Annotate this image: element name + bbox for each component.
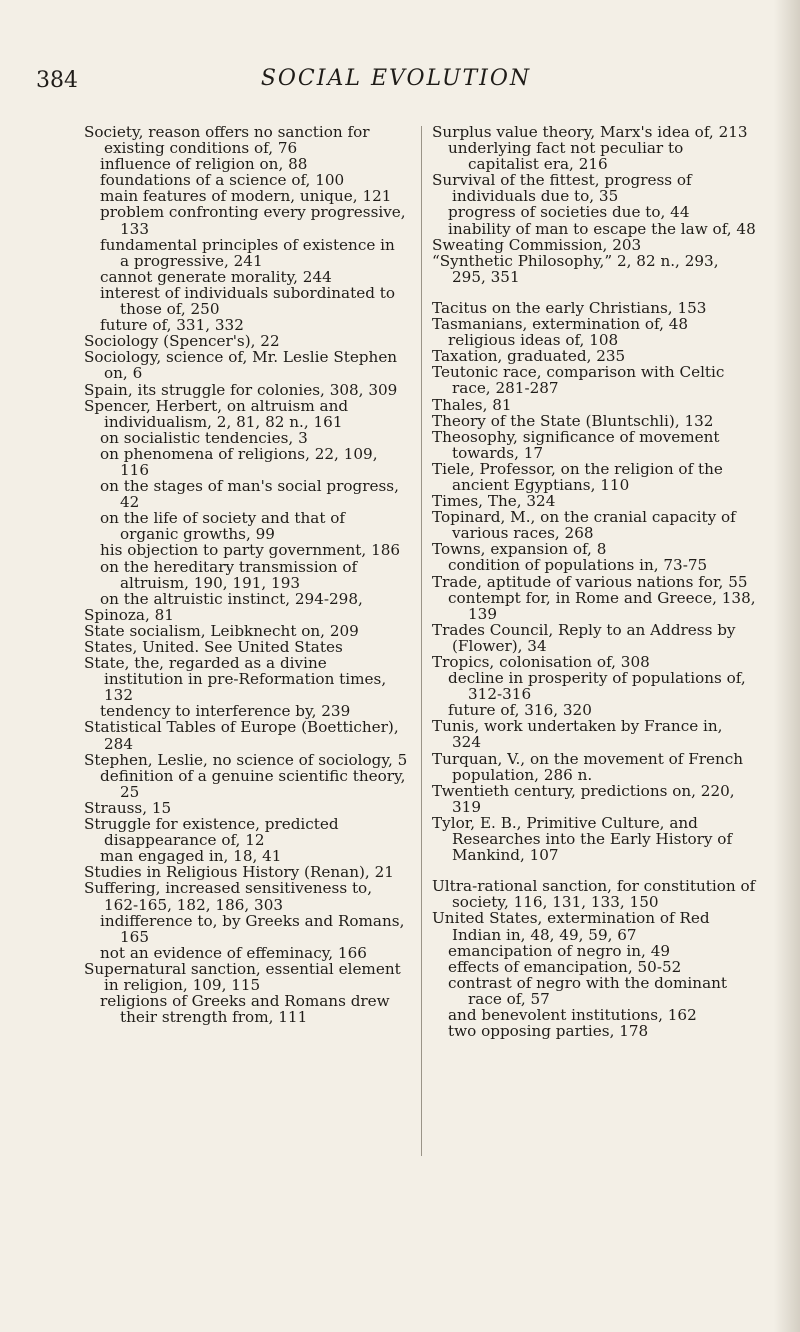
index-entry: Society, reason offers no sanction for existing conditions of, 76 xyxy=(84,123,370,158)
index-subentry: and benevolent institutions, 162 xyxy=(448,1005,697,1024)
index-entry: Supernatural sanction, essential element in religion, 109, 115 xyxy=(84,959,401,994)
page-number: 384 xyxy=(36,68,78,93)
index-entry: Trade, aptitude of various nations for, 55 xyxy=(432,572,748,591)
index-entry: State, the, regarded as a divine institution in pre-Reformation times, 132 xyxy=(84,654,387,705)
index-entry: Spinoza, 81 xyxy=(84,605,174,624)
index-subentry: emancipation of negro in, 49 xyxy=(448,941,671,960)
index-subentry: religious ideas of, 108 xyxy=(448,331,619,350)
index-subentry: problem confronting every progressive, 133 xyxy=(100,203,406,238)
index-entry: Spencer, Herbert, on altruism and individualism, 2, 81, 82 n., 161 xyxy=(84,396,349,431)
running-title: SOCIAL EVOLUTION xyxy=(260,66,532,91)
index-entry: Tiele, Professor, on the religion of the ancient Egyptians, 110 xyxy=(432,459,723,494)
index-entry: Towns, expansion of, 8 xyxy=(432,540,607,559)
index-entry: Sociology, science of, Mr. Leslie Stephen on, 6 xyxy=(84,348,398,383)
index-subentry: future of, 316, 320 xyxy=(448,701,592,720)
index-subentry: religions of Greeks and Romans drew their strength from, 111 xyxy=(100,992,390,1027)
index-subentry: man engaged in, 18, 41 xyxy=(100,847,282,866)
index-entry: Theosophy, significance of movement towards, 17 xyxy=(432,427,720,462)
index-subentry: his objection to party government, 186 xyxy=(100,541,401,560)
index-entry: Suffering, increased sensitiveness to, 162-165, 182, 186, 303 xyxy=(84,879,373,914)
index-subentry: contrast of negro with the dominant race of, 57 xyxy=(448,973,728,1008)
page-header xyxy=(36,62,756,102)
index-entry: Studies in Religious History (Renan), 21 xyxy=(84,863,394,882)
index-entry: Spain, its struggle for colonies, 308, 309 xyxy=(84,380,398,399)
index-entry: Thales, 81 xyxy=(432,395,512,414)
index-entry: Tunis, work undertaken by France in, 324 xyxy=(432,717,723,752)
index-subentry: on the altruistic instinct, 294-298, xyxy=(100,589,363,608)
index-entry: Turquan, V., on the movement of French population, 286 n. xyxy=(432,749,744,784)
index-subentry: condition of populations in, 73-75 xyxy=(448,556,708,575)
index-subentry: interest of individuals subordinated to those of, 250 xyxy=(100,283,395,319)
index-subentry: on phenomena of religions, 22, 109, 116 xyxy=(100,444,378,479)
index-entry: Sociology (Spencer's), 22 xyxy=(84,332,280,351)
index-entry: Times, The, 324 xyxy=(432,492,556,511)
index-subentry: progress of societies due to, 44 xyxy=(448,203,690,222)
index-subentry: influence of religion on, 88 xyxy=(100,155,308,174)
column-divider xyxy=(421,126,422,1156)
index-entry: Sweating Commission, 203 xyxy=(432,235,642,254)
index-subentry: future of, 331, 332 xyxy=(100,316,244,335)
index-subentry: foundations of a science of, 100 xyxy=(100,171,345,190)
index-entry: Statistical Tables of Europe (Boetticher), 284 xyxy=(84,718,399,753)
index-entry: Ultra-rational sanction, for constitution of society, 116, 131, 133, 150 xyxy=(432,877,756,912)
index-entry: Trades Council, Reply to an Address by (Flower), 34 xyxy=(432,620,736,655)
index-entry: Stephen, Leslie, no science of sociology, 5 xyxy=(84,750,408,769)
index-subentry: definition of a genuine scientific theory, 25 xyxy=(100,766,406,801)
index-subentry: main features of modern, unique, 121 xyxy=(100,187,392,206)
index-subentry: on the stages of man's social progress, 42 xyxy=(100,477,399,512)
index-subentry: decline in prosperity of populations of, 312-316 xyxy=(448,669,746,704)
index-subentry: on the life of society and that of organic growths, 99 xyxy=(100,509,346,544)
index-entry: United States, extermination of Red Indian in, 48, 49, 59, 67 xyxy=(432,909,710,944)
index-column-left xyxy=(84,124,408,1025)
index-subentry: indifference to, by Greeks and Romans, 165 xyxy=(100,911,405,946)
index-entry: Tasmanians, extermination of, 48 xyxy=(432,315,689,334)
index-entry: Struggle for existence, predicted disappearance of, 12 xyxy=(84,815,339,850)
index-entry: Tacitus on the early Christians, 153 xyxy=(432,298,707,317)
index-subentry: fundamental principles of existence in a progressive, 241 xyxy=(100,235,395,270)
index-subentry: underlying fact not peculiar to capitalist era, 216 xyxy=(448,139,684,174)
index-subentry: inability of man to escape the law of, 48 xyxy=(448,219,756,238)
index-subentry: cannot generate morality, 244 xyxy=(100,267,332,286)
index-entry: Taxation, graduated, 235 xyxy=(432,347,626,366)
index-subentry: on socialistic tendencies, 3 xyxy=(100,428,308,447)
index-column-right xyxy=(432,124,756,1039)
page-edge-shadow xyxy=(774,0,800,1332)
index-subentry: two opposing parties, 178 xyxy=(448,1022,649,1041)
index-entry: Strauss, 15 xyxy=(84,798,172,817)
index-subentry: effects of emancipation, 50-52 xyxy=(448,957,682,976)
index-entry: “Synthetic Philosophy,” 2, 82 n., 293, 295, 351 xyxy=(432,251,719,286)
index-entry: Tylor, E. B., Primitive Culture, and Researches into the Early History of Mankind, 107 xyxy=(432,813,733,865)
index-entry: Topinard, M., on the cranial capacity of various races, 268 xyxy=(432,508,736,543)
index-subentry: on the hereditary transmission of altruism, 190, 191, 193 xyxy=(100,557,358,592)
index-entry: Survival of the fittest, progress of individuals due to, 35 xyxy=(432,171,692,206)
index-entry: Teutonic race, comparison with Celtic race, 281-287 xyxy=(432,363,725,398)
index-subentry: not an evidence of effeminacy, 166 xyxy=(100,943,367,962)
index-entry: States, United. See United States xyxy=(84,638,343,656)
index-entry: Theory of the State (Bluntschli), 132 xyxy=(432,411,714,430)
index-subentry: contempt for, in Rome and Greece, 138, 139 xyxy=(448,588,756,623)
index-subentry: tendency to interference by, 239 xyxy=(100,702,351,721)
index-entry: Surplus value theory, Marx's idea of, 213 xyxy=(432,123,748,141)
index-entry: Twentieth century, predictions on, 220, 319 xyxy=(432,781,735,816)
index-entry: State socialism, Leibknecht on, 209 xyxy=(84,621,359,640)
index-entry: Tropics, colonisation of, 308 xyxy=(432,653,650,671)
